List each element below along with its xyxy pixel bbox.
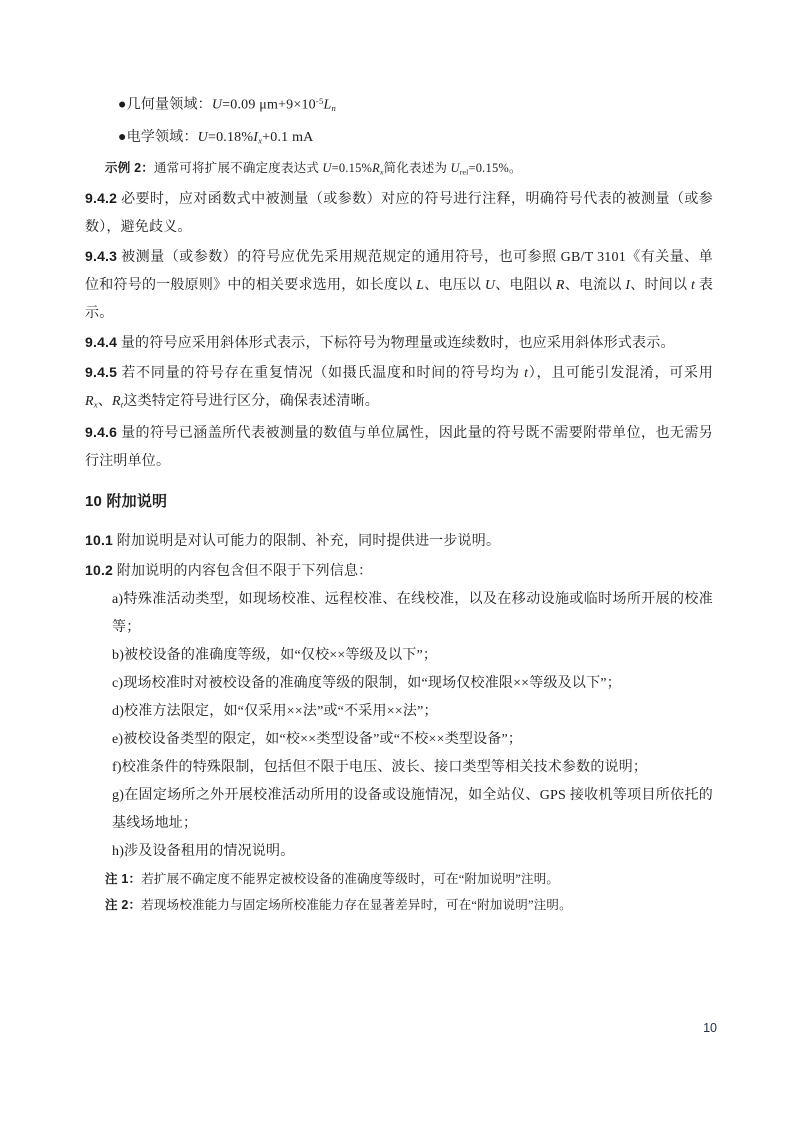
bullet-geometry-domain [85, 86, 713, 123]
text-run: d)校准方法限定，如“仅采用××法”或“不采用××法”； [112, 704, 438, 720]
text-run: c)现场校准时对被校设备的准确度等级的限制，如“现场仅校准限××等级及以下”； [112, 676, 621, 692]
text-run: 量的符号应采用斜体形式表示，下标符号为物理量或连续数时，也应采用斜体形式表示。 [117, 335, 675, 351]
text-run: t [120, 399, 124, 410]
text-run: U [197, 129, 208, 145]
text-run: I [625, 277, 631, 293]
text-run: R [85, 393, 94, 409]
text-run: R [555, 277, 565, 293]
text-run: 、 [97, 393, 113, 409]
text-run: 量的符号已涵盖所代表被测量的数值与单位属性，因此量的符号既不需要附带单位，也无需另行注明单位。 [85, 426, 713, 470]
text-run: 9.4.4 [85, 333, 118, 350]
clause-9-4-4 [85, 328, 713, 358]
text-run: x [93, 399, 98, 410]
text-run: 若扩展不确定度不能界定被校设备的准确度等级时，可在“附加说明”注明。 [141, 872, 560, 887]
text-run: R [112, 393, 121, 409]
text-run: x [258, 135, 263, 146]
text-run: 若不同量的符号存在重复情况（如摄氏温度和时间的符号均为 [117, 365, 525, 381]
text-run: I [253, 129, 259, 145]
section-10-heading [85, 491, 713, 513]
text-run: rel [459, 166, 469, 176]
text-run: 简化表述为 [383, 160, 451, 175]
text-run: ●几何量领域： [118, 97, 212, 113]
text-run: 附加说明的内容包含但不限于下列信息： [113, 564, 373, 580]
item-b [85, 642, 713, 670]
item-f [85, 754, 713, 782]
text-run: U [484, 277, 496, 293]
text-run: L [416, 277, 425, 293]
item-g [85, 782, 713, 838]
text-run: ），且可能引发混淆，可采用 [528, 365, 713, 381]
text-run: t [690, 277, 696, 293]
text-run: x [380, 166, 384, 176]
text-run: 注 1： [105, 872, 142, 887]
text-run: =0.09 μm+9×10 [222, 97, 316, 113]
text-run: a)特殊准活动类型，如现场校准、远程校准、在线校准，以及在移动设施或临时场所开展的校准等； [112, 592, 713, 636]
text-run: U [211, 97, 223, 113]
item-h [85, 838, 713, 866]
text-run: =0.15% [331, 160, 373, 175]
clause-9-4-5 [85, 358, 713, 419]
note-1 [85, 866, 713, 892]
note-2 [85, 892, 713, 918]
document-body [85, 86, 713, 918]
item-e [85, 726, 713, 754]
item-d [85, 698, 713, 726]
text-run: 这类特定符号进行区分，确保表述清晰。 [123, 393, 380, 409]
text-run: 10 附加说明 [85, 493, 168, 511]
text-run: n [331, 102, 337, 113]
text-run: =0.15%。 [468, 160, 522, 175]
item-c [85, 670, 713, 698]
text-run: f)校准条件的特殊限制，包括但不限于电压、波长、接口类型等相关技术参数的说明； [112, 760, 648, 776]
clause-10-2 [85, 556, 713, 586]
text-run: b)被校设备的准确度等级，如“仅校××等级及以下”； [112, 648, 438, 664]
text-run: U [322, 160, 332, 175]
text-run: 附加说明是对认可能力的限制、补充，同时提供进一步说明。 [113, 534, 501, 550]
page-number: 10 [703, 1021, 717, 1035]
text-run: 9.4.2 [85, 189, 118, 206]
clause-10-1 [85, 526, 713, 556]
text-run: 10.1 [85, 532, 114, 549]
text-run: 9.4.5 [85, 363, 118, 380]
text-run: 、电阻以 [495, 277, 556, 293]
text-run: 被测量（或参数）的符号应优先采用规范规定的通用符号，也可参照 GB/T 3101《有关量、单位和符号的一般原则》中的相关要求选用，如长度以 [85, 249, 713, 293]
text-run: 、电压以 [424, 277, 485, 293]
text-run: 通常可将扩展不确定度表达式 [153, 160, 323, 175]
item-a [85, 586, 713, 642]
text-run: ●电学领域： [118, 129, 198, 145]
text-run: g)在固定场所之外开展校准活动所用的设备或设施情况，如全站仪、GPS 接收机等项目所依托的基线场地址； [112, 788, 713, 832]
text-run: 10.2 [85, 562, 114, 579]
text-run: e)被校设备类型的限定，如“校××类型设备”或“不校××类型设备”； [112, 732, 523, 748]
text-run: R [372, 160, 380, 175]
clause-9-4-2 [85, 184, 713, 242]
text-run: h)涉及设备租用的情况说明。 [112, 844, 295, 860]
text-run: 注 2： [105, 898, 142, 913]
text-run: 、电流以 [564, 277, 626, 293]
text-run: 9.4.6 [85, 424, 118, 441]
text-run: =0.18% [207, 129, 254, 145]
clause-9-4-6 [85, 418, 713, 476]
example-2 [85, 156, 713, 184]
text-run: 、时间以 [630, 277, 691, 293]
text-run: L [323, 97, 332, 113]
text-run: 若现场校准能力与固定场所校准能力存在显著差异时，可在“附加说明”注明。 [141, 898, 572, 913]
text-run: 表示。 [85, 277, 714, 321]
text-run: 9.4.3 [85, 247, 118, 264]
bullet-electrical-domain [85, 123, 713, 156]
text-run: U [450, 160, 460, 175]
text-run: 必要时，应对函数式中被测量（或参数）对应的符号进行注释，明确符号代表的被测量（或参数），避免歧义。 [85, 191, 713, 235]
text-run: t [524, 365, 529, 381]
text-run: 示例 2： [105, 160, 154, 175]
text-run: +0.1 mA [262, 129, 314, 145]
text-run: -5 [315, 96, 324, 106]
clause-9-4-3 [85, 242, 713, 328]
